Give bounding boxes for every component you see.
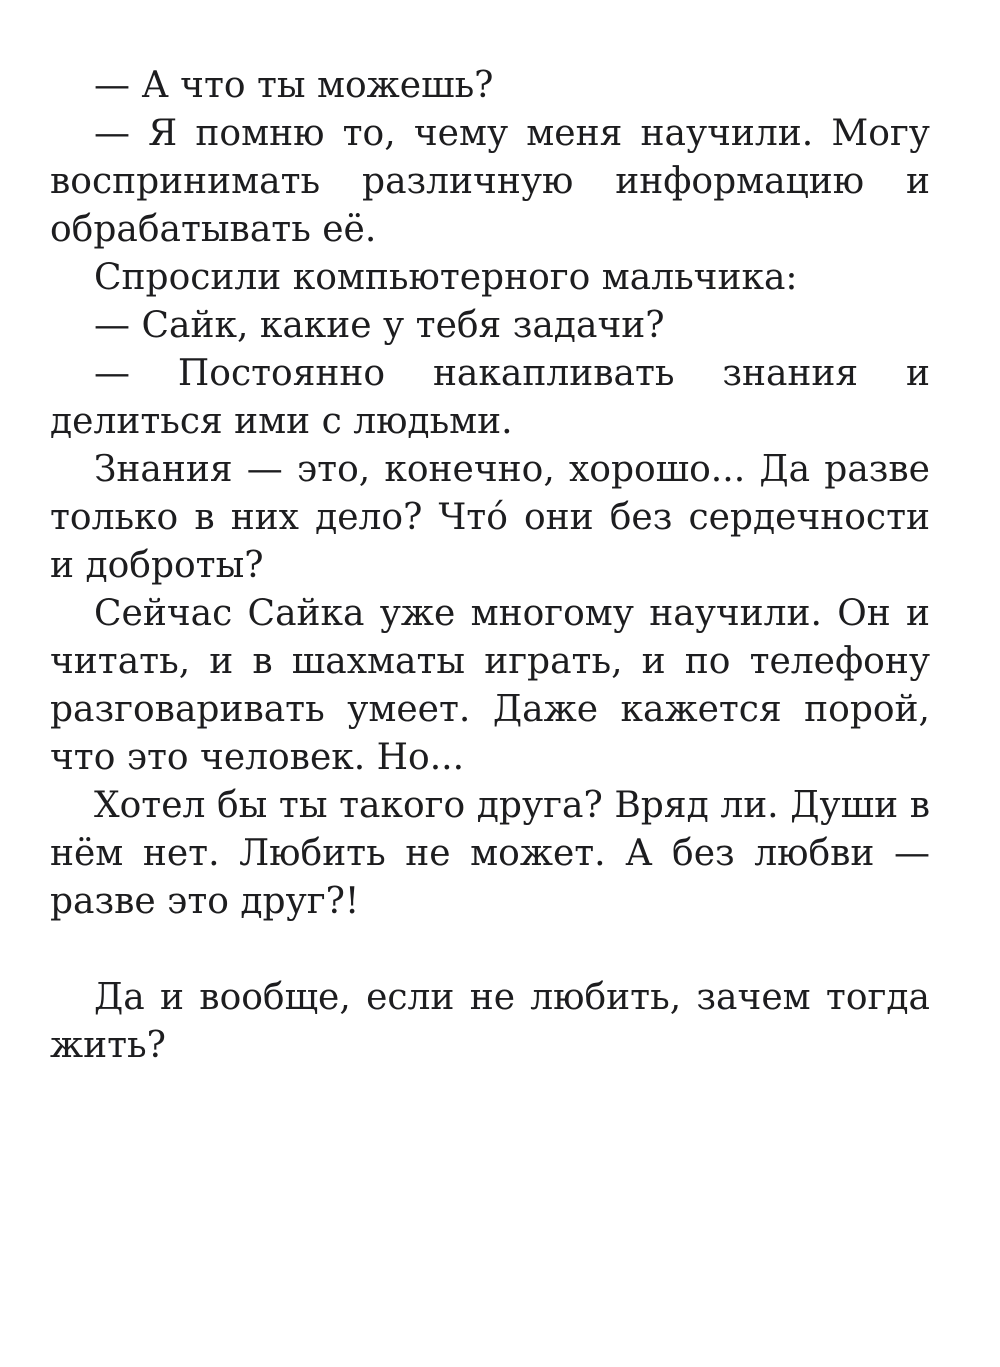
paragraph-skills: Сейчас Сайка уже многому научили. Он и читать, и в шахматы играть, и по телефону разговаривать умеет. Даже кажется порой, что это человек. Но...: [50, 593, 930, 778]
narration-asked-boy: Спросили компьютерного мальчика:: [94, 257, 798, 298]
paragraph-knowledge: Знания — это, конечно, хорошо... Да разве только в них дело? Что́ они без сердечности и доброты?: [50, 449, 930, 586]
dialogue-line-answer-memory: — Я помню то, чему меня научили. Могу воспринимать различную информацию и обрабатывать её.: [50, 113, 930, 250]
book-page: [50, 62, 930, 1070]
dialogue-line-tasks-question: — Сайк, какие у тебя задачи?: [94, 305, 665, 346]
dialogue-line-question: — А что ты можешь?: [94, 65, 494, 106]
paragraph-friend: Хотел бы ты такого друга? Вряд ли. Души в нём нет. Любить не может. А без любви — разве это друг?!: [50, 785, 930, 922]
dialogue-line-tasks-answer: — Постоянно накапливать знания и делиться ими с людьми.: [50, 353, 930, 442]
paragraph-conclusion: Да и вообще, если не любить, зачем тогда жить?: [50, 977, 930, 1066]
